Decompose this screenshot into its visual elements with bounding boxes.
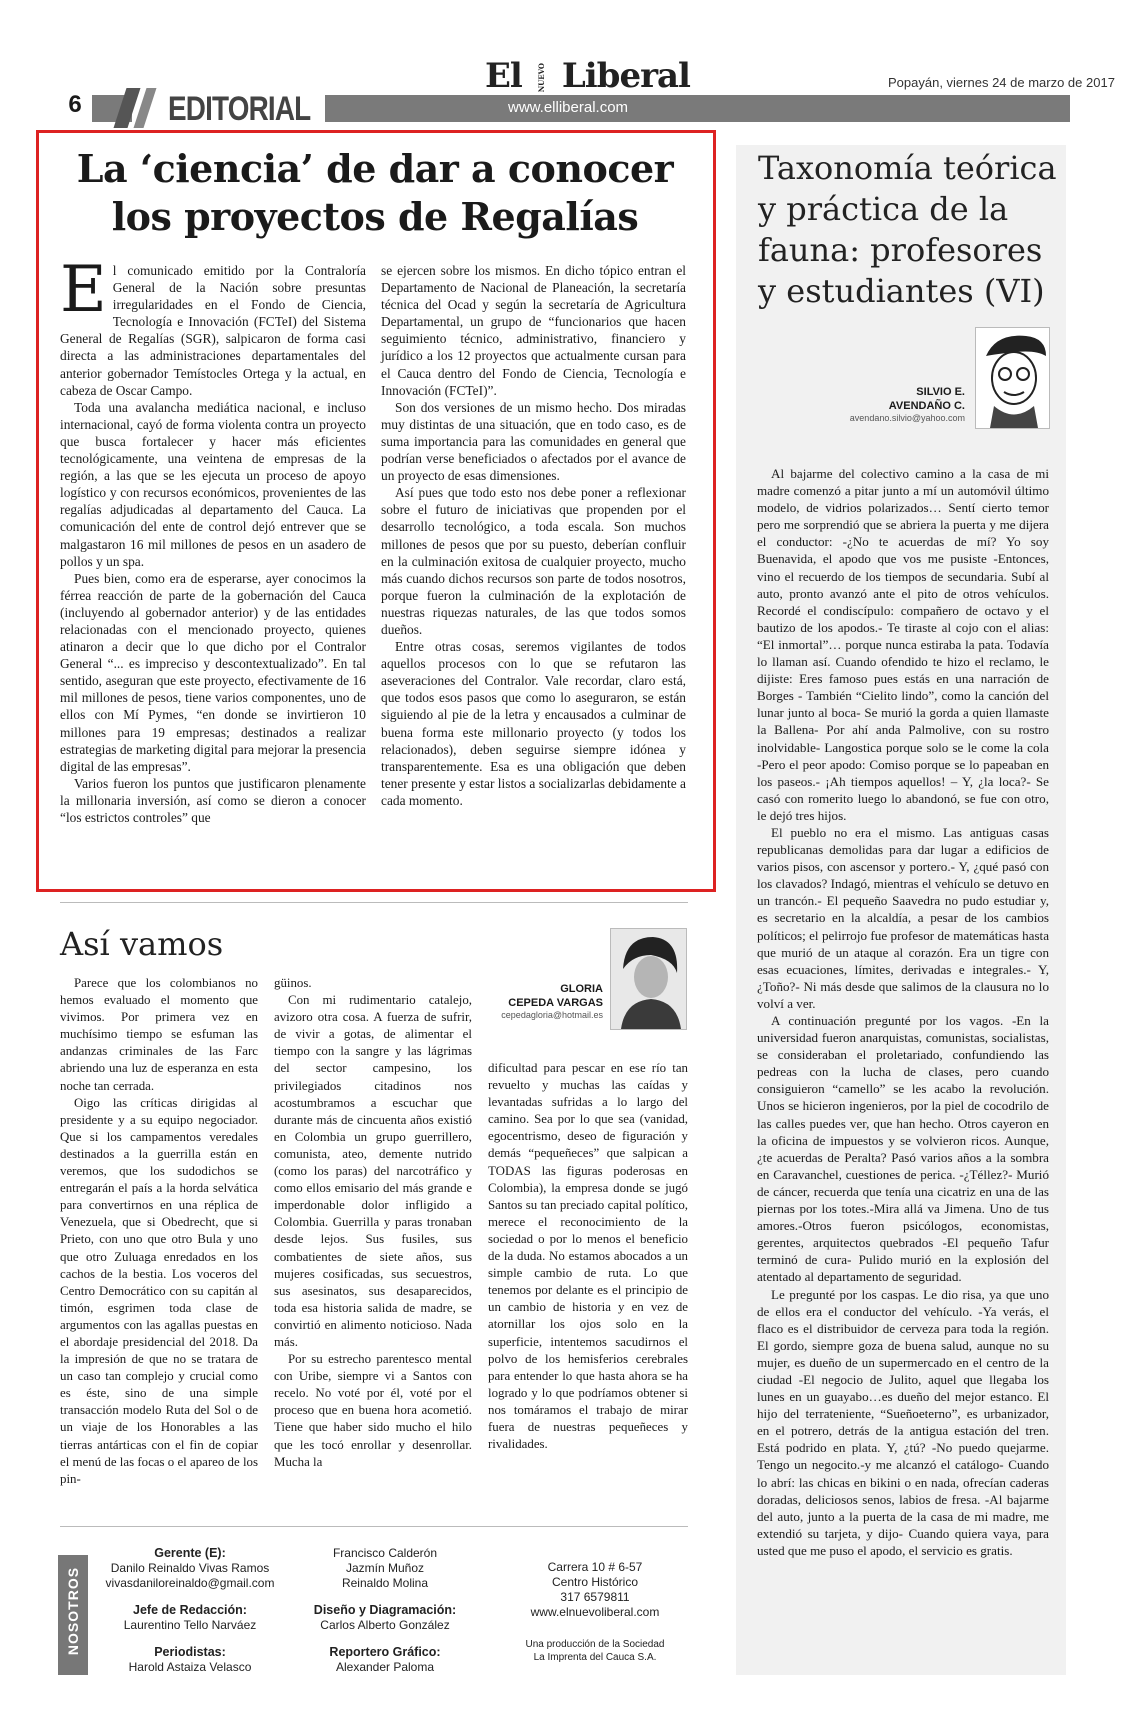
production-credit: La Imprenta del Cauca S.A. — [533, 1652, 657, 1663]
staff-tab-label: NOSOTROS — [65, 1566, 81, 1656]
staff-name: Reinaldo Molina — [341, 1576, 429, 1590]
article-paragraph: A continuación pregunté por los vagos. -En la universidad fueron anarquistas, comunistas, socialistas, se consideraban el proletariado, confundiendo las pedreas con la lucha de clases, pero cuando consiguieron “camello” se les acabo la revolución. Unos se hicieron ingenieros, por la piel de cocodrilo de las calles puedes ver, que han hecho. Otros cayeron en la oficina de impuestos y se volvieron ricos. Aunque, ¿te acuerdas de Peralta? Pasó varios años a la sombra en Caravanchel, cuestiones de perica. -¿Téllez?- Murió de cáncer, recuerda que tenía una cicatriz en una de las piernas por los totes.-Mira allá va Jimena. Uno de tus amores.-Otros fueron psicólogos, economistas, gerentes, arquitectos quebrados -El pequeño Tafur terminó de cura- Pulido murió en la explosión del atentado al departamento de seguridad. — [757, 1013, 1049, 1285]
article-paragraph: El comunicado emitido por la Contraloría General de la Nación sobre presuntas irregularidades en el Fondo de Ciencia, Tecnología e Innovación (FCTeI) del Sistema General de Regalías (SGR), salpicaron de forma casi directa a las administraciones departamentales del anterior gobernador Temístocles Ortega y la actual, en cabeza de Oscar Campo. — [60, 253, 366, 398]
staff-block-design — [300, 1546, 470, 1675]
logo-main: Liberal — [561, 56, 690, 96]
dateline: Popayán, viernes 24 de marzo de 2017 — [888, 75, 1115, 90]
staff-name: Alexander Paloma — [335, 1660, 435, 1674]
staff-name: Danilo Reinaldo Vivas Ramos — [110, 1561, 270, 1575]
staff-name: Carlos Alberto González — [320, 1618, 450, 1632]
newspaper-logo — [485, 58, 690, 94]
editorial-column-right — [381, 262, 686, 809]
author-email: avendano.silvio@yahoo.com — [849, 413, 965, 423]
author-photo-icon — [611, 929, 686, 1029]
opinion-title: Taxonomía teórica y práctica de la fauna: profesores y estudiantes (VI) — [758, 149, 1057, 310]
staff-label: Periodistas: — [154, 1645, 226, 1659]
article-paragraph: Parece que los colombianos no hemos evaluado el momento que vivimos. Por primera vez en muchísimo tiempo se esfuman las andanzas criminales de las Farc abriendo una luz de esperanza en esta noche tan cerrada. — [60, 976, 258, 1093]
staff-block-management — [95, 1546, 285, 1675]
staff-email: vivasdaniloreinaldo@gmail.com — [105, 1576, 275, 1590]
article-paragraph: Pues bien, como era de esperarse, ayer conocimos la férrea reacción de parte de la gobernación del Cauca (incluyendo al gobernador anterior) y de las entidades relacionadas con el mencionado proyecto, quienes atinaron a decir que lo que dicho por el Contralor General “... es impreciso y descontextualizado”. En tal sentido, aseguran que este proyecto, efectivamente de 16 mil millones de pesos, tiene varios componentes, uno de ellos con Mí Pymes, “en donde se invirtieron 10 millones para 19 empresas; destinados a realizar estrategias de marketing digital para mejorar la presencia digital de las empresas”. — [60, 570, 366, 774]
divider — [60, 1526, 688, 1527]
staff-name: Laurentino Tello Narváez — [123, 1618, 257, 1632]
staff-label: Jefe de Redacción: — [133, 1603, 247, 1617]
drop-cap: E — [60, 253, 107, 327]
article-paragraph: güinos. — [274, 976, 312, 990]
column-title: Así vamos — [60, 925, 224, 963]
staff-block-contact — [505, 1560, 685, 1664]
staff-label: Reportero Gráfico: — [329, 1645, 441, 1659]
header-bar — [325, 95, 1070, 122]
author-name: GLORIA — [560, 983, 603, 995]
article-paragraph: Por su estrecho parentesco mental con Uribe, siempre vi a Santos con recelo. No voté por él, voté por el proceso que en buena hora acometió. Tiene que haber sido mucho el hilo que les tocó enrollar y desenrollar. Mucha la — [274, 1352, 472, 1469]
staff-name: Harold Astaiza Velasco — [128, 1660, 252, 1674]
staff-label: Gerente (E): — [154, 1546, 226, 1560]
column-body-2 — [274, 975, 472, 1471]
article-paragraph: Varios fueron los puntos que justificaron plenamente la millonaria inversión, así como se dieron a conocer “los estrictos controles” que — [60, 775, 366, 825]
article-paragraph: Al bajarme del colectivo camino a la casa de mi madre comenzó a pitar junto a mí un automóvil último modelo, de vidrios polarizados… Sentí cierto temor pero me sorprendió que se abriera la puerta y me dijera el conductor: -¿No te acuerdas de mí? Yo soy Buenavida, el apodo que vos me pusiste -Entonces, vino el recuerdo de los tiempos de secundaria. Subí al auto, pronto avanzó ante el pito de otros vehículos. Recordé el condiscípulo: compañero de octavo y el bautizo de los apodos.- Te tiraste al cojo con el alias: “El inmortal”… porque nunca estiraba la pata. Todavía lo llaman así. Cuando ofendido te hizo el reclamo, le dijiste: Eres famoso pues estás en una narración de Borges - También “Cielito lindo”, como la canción del lunar junto al boca- Se murió la gorda a quien llamaste la Ballena- Por ahí anda Palmolive, con su rostro inolvidable- Langostica porque solo se le come la cola -Pero el peor apodo: Comiso porque se lo papeaban en los paseos.- ¡Ah tiempos aquellos! – Y, ¿la loca?- Se casó con romerito luego lo abandonó, se fue con otro, le dejó tres hijos. — [757, 466, 1049, 823]
author-byline — [455, 982, 603, 1020]
article-paragraph: dificultad para pescar en ese río tan revuelto y muchas las caídas y levantadas sufridas a lo largo del camino. Sea por lo que sea (vanidad, egocentrismo, deseo de figuración y demás “pequeñeces” que salpican a TODAS las figuras poderosas en Colombia), la empresa donde se jugó Santos su tan preciado capital político, merece el reconocimiento de la sociedad o por lo menos el beneficio de la duda. No estamos abocados a un simple cambio de ruta. Lo que tenemos por delante es el principio de un cambio de historia y en vez de atornillar los ojos solo en la superficie, intentemos sacudirnos el polvo de los hemisferios cerebrales para entender lo que hasta ahora se ha logrado y lo que podríamos obtener si nos tomáramos el trabajo de mirar fuera de nuestras pequeñeces y rivalidades. — [488, 1061, 688, 1452]
author-byline — [820, 385, 965, 423]
author-name: SILVIO E. — [916, 386, 965, 398]
divider — [60, 902, 688, 903]
editorial-title-line: La ‘ciencia’ de dar a conocer — [76, 146, 674, 191]
article-paragraph: Son dos versiones de un mismo hecho. Dos miradas muy distintas de una situación, que en todo caso, es de suma importancia para las comunidades en general que podrían verse beneficiados o afectados por el avance de un proyecto de esas dimensiones. — [381, 399, 686, 484]
article-paragraph: se ejercen sobre los mismos. En dicho tópico entran el Departamento de Nacional de Planeación, la secretaría técnica del Ocad y según la secretaría de Agricultura Departamental, un grupo de “funcionarios que hacen seguimiento técnico, administrativo, financiero y jurídico a los 12 proyectos que actualmente cursan para el Cauca dentro del Fondo de Ciencia, Tecnología e Innovación (FCTeI)”. — [381, 263, 686, 398]
author-caricature-icon — [976, 328, 1049, 428]
author-portrait — [975, 327, 1050, 429]
article-paragraph: Con mi rudimentario catalejo, avizoro otra cosa. A fuerza de sufrir, de vivir a gotas, de alimentar el tiempo con la sangre y las lágrimas del sector campesino, los privilegiados citadinos nos acostumbramos a escuchar que durante más de cincuenta años existió en Colombia un grupo guerrillero, comunista, ateo, demente nutrido (como los paras) del narcotráfico y como ellos emisario del más grande e imperdonable dolor infligido a Colombia. Guerrilla y paras tronaban desde lejos. Sus fusiles, sus combatientes de siete años, sus mujeres cosificadas, sus secuestros, sus asesinatos, sus desaparecidos, toda esa historia salida de madre, se convirtió en alimento noticioso. Nada más. — [274, 993, 472, 1349]
editorial-column-left — [60, 253, 366, 826]
section-label: EDITORIAL — [168, 90, 311, 128]
article-paragraph: Toda una avalancha mediática nacional, e incluso internacional, cayó de forma violenta contra un proyecto que busca fortalecer y hacer más eficientes tecnológicamente, una veintena de empresas de la región, a las que se les ejecuta un proceso de apoyo logístico y con recursos económicos, provenientes de las regalías adjudicadas al departamento del Cauca. La comunicación del ente de control dejó entrever que se malgastaron 16 mil millones de pesos en un asadero de pollos y un spa. — [60, 399, 366, 569]
page-number: 6 — [58, 90, 92, 120]
staff-label: Diseño y Diagramación: — [313, 1603, 457, 1617]
article-paragraph: El pueblo no era el mismo. Las antiguas casas republicanas demolidas para dar lugar a edificios de varios pisos, con ascensor y portero.- Y, ¿qué pasó con los clavados? Indagó, mientras el vehículo se detuvo en un trancón.- El pequeño Saavedra no pudo estudiar y, es secretario en la alcaldía, a pesar de los cambios políticos; el pelirrojo fue profesor de matemáticas hasta que murió de un ataque al corazón. Era un tigre con esas ecuaciones, límites, derivadas e integrales.- Y, ¿Toño?- Ni más desde que salimos de la clausura no lo volví a ver. — [757, 824, 1049, 1011]
staff-name: Francisco Calderón — [332, 1546, 438, 1560]
author-name: CEPEDA VARGAS — [508, 997, 603, 1009]
logo-prefix: El — [485, 56, 522, 96]
author-email: cepedagloria@hotmail.es — [501, 1010, 603, 1020]
editorial-title — [60, 145, 690, 241]
article-paragraph: Le pregunté por los caspas. Le dio risa, ya que uno de ellos era el conductor del vehículo. -Ya verás, el flaco es el distribuidor de cerveza para toda la región. El gordo, siempre goza de buena salud, aunque no su mujer, es dueño de un supermercado en el centro de la ciudad -El negocio de Julito, aquel que llegaba los lunes en un guayabo…es dueño del mejor estanco. El hijo del terrateniente, “Sueñoeterno”, es urbanizador, en el potrero, detrás de la antigua estación del tren. Está podrido en plata. Y, ¿tú? -No puedo quejarme. Tengo un negocito.-y me alcanzó el catálogo- Cuando lo abrí: las chicas en bikini o en nada, ofrecían caderas doradas, deliciosos senos, labios de fresa. -Al bajarme del auto, junto a la puerta de la casa de mi madre, me extendió su tarjeta, y dijo- Cuando quiera vaya, para usted que me puso el apodo, el servicio es gratis. — [757, 1286, 1049, 1558]
column-body-1 — [60, 975, 258, 1488]
article-paragraph: Oigo las críticas dirigidas al presidente y a su equipo negociador. Que si los campamentos veredales destinados a la guerrilla están en veremos, que los sudodichos se entregarán el país a la horda selvática para convertirnos en una réplica de Venezuela, que si Obedrecht, que si Prieto, con uno que otro Bula y uno que otro Zuluaga enredados en los cachos de la bestia. Los voceros del Centro Democrático con su capitán al timón, esgrimen toda clase de argumentos con las agallas puestas en el abordaje presidencial del 2018. Da la impresión de que no se tratara de un caso tan complejo y crucial como es éste, sino de una simple transacción modelo Ruta del Sol o de un viaje de los Honorables a las tierras antárticas con el fin de copiar el menú de las focas o el apareo de los pin- — [60, 1095, 258, 1486]
production-credit: Una producción de la Sociedad — [525, 1639, 665, 1650]
staff-name: Jazmín Muñoz — [345, 1561, 425, 1575]
author-name: AVENDAÑO C. — [888, 400, 965, 412]
editorial-title-line: los proyectos de Regalías — [111, 194, 639, 239]
staff-tab — [58, 1555, 88, 1675]
address-line: Carrera 10 # 6-57 — [547, 1560, 643, 1574]
logo-nuevo: NUEVO — [536, 63, 546, 93]
site-url: www.elliberal.com — [508, 99, 629, 116]
article-paragraph: Así pues que todo esto nos debe poner a reflexionar sobre el futuro de iniciativas que propenden por el desarrollo tecnológico, a toda escala. Son muchos millones de pesos que por su puesto, deberían confluir en la culminación exitosa de cualquier proyecto, mucho más cuando dichos recursos son parte de todos nosotros, porque fueron la culminación de la explotación de nuestras riquezas naturales, de las que todos somos dueños. — [381, 485, 686, 637]
author-photo — [610, 928, 687, 1030]
address-line: www.elnuevoliberal.com — [530, 1605, 660, 1619]
opinion-body — [757, 465, 1049, 1559]
column-body-3 — [488, 1060, 688, 1453]
address-line: 317 6579811 — [560, 1590, 630, 1604]
article-paragraph: Entre otras cosas, seremos vigilantes de todos aquellos procesos con lo que se refutaron las aseveraciones del Contralor. Vale recordar, claro está, que todos esos pasos que como lo aseguraron, se están siguiendo al pie de la letra y encausados a culminar de buena forma este millonario proyecto (y todos los relacionados), deben seguirse siempre idónea y transparentemente. Esa es una obligación que deben tener presente y estar listos a socializarlas debidamente a cada momento. — [381, 639, 686, 808]
address-line: Centro Histórico — [551, 1575, 639, 1589]
